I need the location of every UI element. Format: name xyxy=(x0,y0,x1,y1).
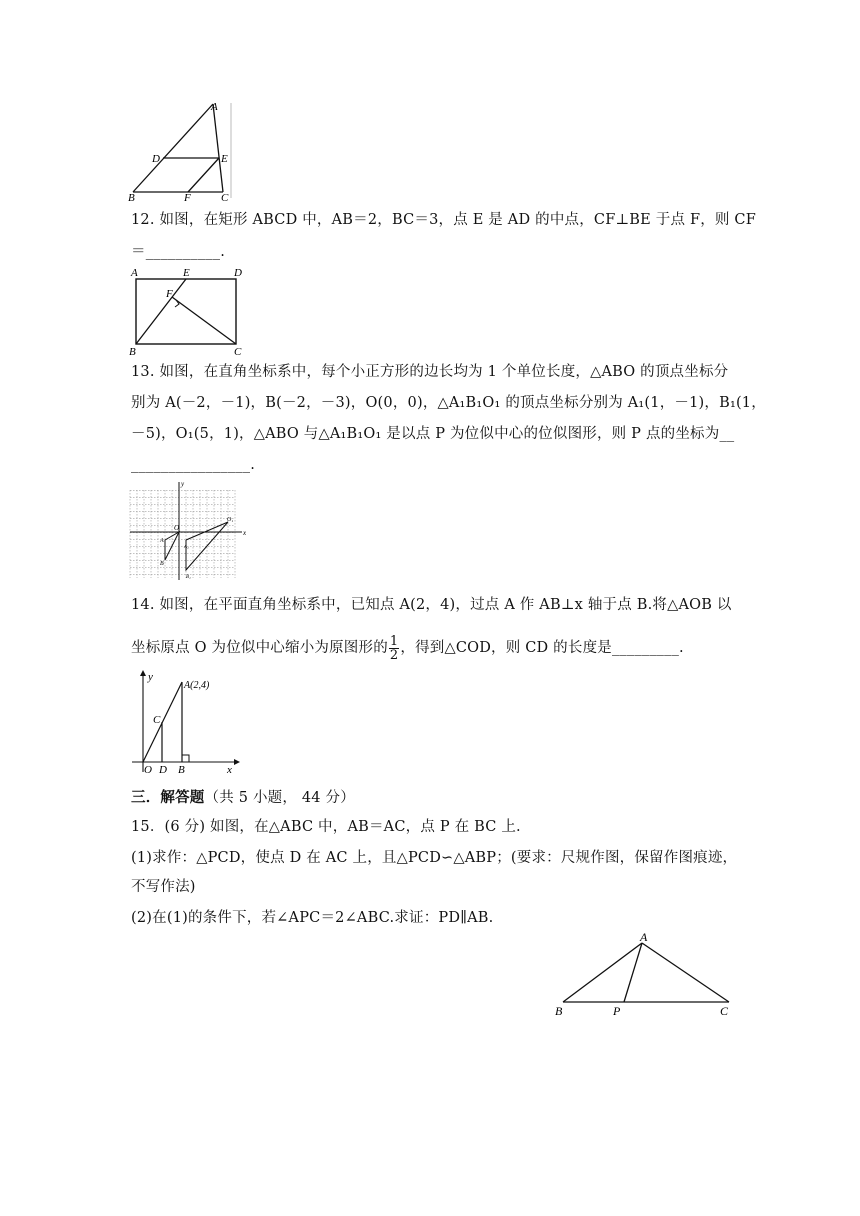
q14-fraction-numerator: 1 xyxy=(389,633,399,649)
fig15-label-A: A xyxy=(640,930,648,944)
fig13-label-B: B xyxy=(160,561,164,567)
q14-text-line2-b: ，得到△COD，则 CD 的长度是_________. xyxy=(400,640,684,656)
fig13-label-x: x xyxy=(243,529,247,537)
fig11-label-C: C xyxy=(221,192,229,202)
fig14-label-O: O xyxy=(144,764,152,776)
fig15-label-P: P xyxy=(613,1004,621,1018)
q14-fraction xyxy=(389,635,399,662)
fig14-label-B: B xyxy=(178,764,185,776)
section3-heading xyxy=(131,788,355,808)
fig12-label-A: A xyxy=(131,267,138,279)
fig12-label-B: B xyxy=(129,346,136,358)
q15-text-line3: 不写作法) xyxy=(131,879,196,895)
fig14-label-A: A(2,4) xyxy=(184,680,210,691)
q13-grid-figure xyxy=(128,478,252,584)
fig15-label-B: B xyxy=(555,1004,563,1018)
fig14-label-D: D xyxy=(159,764,167,776)
fig13-label-A: A xyxy=(160,538,164,544)
q15-text-line4: (2)在(1)的条件下，若∠APC＝2∠ABC.求证：PD∥AB. xyxy=(131,910,494,926)
q13-text-line3: －5)，O₁(5，1)，△ABO 与△A₁B₁O₁ 是以点 P 为位似中心的位似图形，则 P 点的坐标为__ xyxy=(131,426,735,442)
fig11-label-F: F xyxy=(184,192,191,202)
q13-text-line2: 别为 A(－2，－1)，B(－2，－3)，O(0，0)，△A₁B₁O₁ 的顶点坐标分别为 A₁(1，－1)，B₁(1， xyxy=(131,395,766,411)
q14-text-line1: 14. 如图，在平面直角坐标系中，已知点 A(2，4)，过点 A 作 AB⊥x 轴于点 B.将△AOB 以 xyxy=(131,597,732,613)
fig13-label-y: y xyxy=(181,480,185,488)
q11-figure xyxy=(125,98,235,202)
q13-text-line1: 13. 如图，在直角坐标系中，每个小正方形的边长均为 1 个单位长度，△ABO 的顶点坐标分 xyxy=(131,364,729,380)
q14-text-line2 xyxy=(131,633,684,663)
q14-fraction-denominator: 2 xyxy=(389,647,399,663)
q12-text-line2: ＝__________. xyxy=(131,244,226,260)
q14-coordinate-figure xyxy=(128,668,240,776)
fig12-label-D: D xyxy=(234,267,242,279)
fig13-label-O: O xyxy=(174,524,180,532)
q13-text-line4: ________________. xyxy=(131,457,256,473)
fig15-label-C: C xyxy=(720,1004,729,1018)
fig12-label-C: C xyxy=(234,346,242,358)
fig14-label-x: x xyxy=(227,764,232,776)
section3-title: 三．解答题 xyxy=(131,789,205,806)
q12-rectangle-figure xyxy=(126,266,254,358)
fig13-label-A1: A₁ xyxy=(184,545,189,550)
fig13-label-O1: O₁ xyxy=(227,517,234,523)
q15-triangle-figure xyxy=(550,930,736,1020)
fig12-label-F: F xyxy=(166,288,173,300)
fig14-label-y: y xyxy=(148,671,153,683)
q14-text-line2-a: 坐标原点 O 为位似中心缩小为原图形的 xyxy=(131,640,388,656)
fig11-label-B: B xyxy=(128,192,135,202)
fig11-label-D: D xyxy=(152,153,160,165)
fig13-label-B1: B₁ xyxy=(186,575,191,580)
fig11-label-E: E xyxy=(221,153,228,165)
q15-text-line1: 15．(6 分) 如图，在△ABC 中，AB＝AC，点 P 在 BC 上. xyxy=(131,819,521,835)
fig12-label-E: E xyxy=(183,267,190,279)
q12-text-line1: 12. 如图，在矩形 ABCD 中，AB＝2，BC＝3，点 E 是 AD 的中点，CF⊥BE 于点 F，则 CF xyxy=(131,212,756,228)
section3-note: （共 5 小题， 44 分） xyxy=(204,790,355,806)
fig14-label-C: C xyxy=(153,714,161,726)
fig11-label-A: A xyxy=(211,101,218,113)
q15-text-line2: (1)求作：△PCD，使点 D 在 AC 上，且△PCD∽△ABP；(要求：尺规作图，保留作图痕迹， xyxy=(131,850,738,866)
